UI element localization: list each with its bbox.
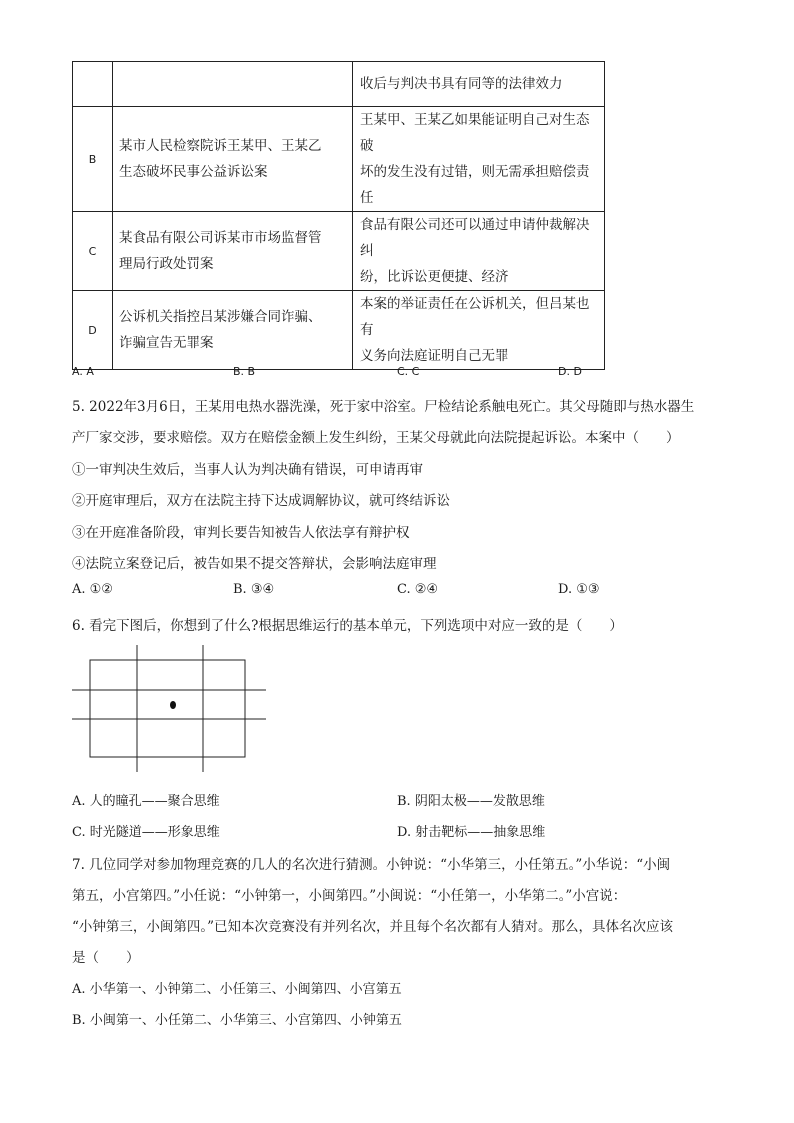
case-cell <box>113 62 353 107</box>
table-row <box>73 107 605 212</box>
q4-option-b[interactable]: B. B <box>233 365 256 378</box>
q5-statement-2: ②开庭审理后，双方在法院主持下达成调解协议，就可终结诉讼 <box>72 493 450 509</box>
q5-stem-line-1: 5. 2022年3月6日，王某用电热水器洗澡，死于家中浴室。尸检结论系触电死亡。其父母随即与热水器生 <box>72 399 695 415</box>
q6-option-c[interactable]: C. 时光隧道——形象思维 <box>72 825 220 840</box>
q6-stem: 6. 看完下图后，你想到了什么?根据思维运行的基本单元，下列选项中对应一致的是（ ） <box>72 618 623 634</box>
q5-option-a[interactable]: A. ①② <box>72 582 113 597</box>
q5-statement-4: ④法院立案登记后，被告如果不提交答辩状，会影响法庭审理 <box>72 556 437 572</box>
option-letter-cell: D <box>73 291 113 370</box>
option-letter-cell <box>73 62 113 107</box>
q5-stem-line-2: 产厂家交涉，要求赔偿。双方在赔偿金额上发生纠纷，王某父母就此向法院提起诉讼。本案中（ ） <box>72 430 680 446</box>
analysis-cell: 收后与判决书具有同等的法律效力 <box>353 62 605 107</box>
case-cell: 公诉机关指控吕某涉嫌合同诈骗、 诈骗宣告无罪案 <box>113 291 353 370</box>
table-row <box>73 212 605 291</box>
q7-stem-line-1: 7. 几位同学对参加物理竞赛的几人的名次进行猜测。小钟说：“小华第三，小任第五。”小华说：“小闽 <box>72 857 671 873</box>
grid-outer-rect <box>90 660 245 757</box>
target-grid-figure <box>72 645 272 775</box>
q6-option-b[interactable]: B. 阴阳太极——发散思维 <box>397 794 545 809</box>
option-letter-cell: B <box>73 107 113 212</box>
q7-option-b[interactable]: B. 小闽第一、小任第二、小华第三、小宫第四、小钟第五 <box>72 1013 402 1028</box>
q7-stem-line-4: 是（ ） <box>72 950 140 966</box>
q5-option-c[interactable]: C. ②④ <box>397 582 439 597</box>
q6-option-a[interactable]: A. 人的瞳孔——聚合思维 <box>72 794 220 809</box>
q5-statement-3: ③在开庭准备阶段，审判长要告知被告人依法享有辩护权 <box>72 525 410 541</box>
question-table <box>72 61 605 370</box>
q4-option-c[interactable]: C. C <box>397 365 420 378</box>
grid-center-dot <box>170 701 176 709</box>
q7-stem-line-3: “小钟第三，小闽第四。”已知本次竞赛没有并列名次，并且每个名次都有人猜对。那么，具体名次应该 <box>72 919 674 935</box>
q6-option-d[interactable]: D. 射击靶标——抽象思维 <box>397 825 546 840</box>
q7-option-a[interactable]: A. 小华第一、小钟第二、小任第三、小闽第四、小宫第五 <box>72 982 402 997</box>
analysis-cell: 食品有限公司还可以通过申请仲裁解决纠 纷，比诉讼更便捷、经济 <box>353 212 605 291</box>
analysis-cell: 本案的举证责任在公诉机关，但吕某也有 义务向法庭证明自己无罪 <box>353 291 605 370</box>
q5-statement-1: ①一审判决生效后，当事人认为判决确有错误，可申请再审 <box>72 462 423 478</box>
case-cell: 某食品有限公司诉某市市场监督管 理局行政处罚案 <box>113 212 353 291</box>
analysis-cell: 王某甲、王某乙如果能证明自己对生态破 坏的发生没有过错，则无需承担赔偿责任 <box>353 107 605 212</box>
q4-option-d[interactable]: D. D <box>558 365 582 378</box>
q7-stem-line-2: 第五，小宫第四。”小任说：“小钟第一，小闽第四。”小闽说：“小任第一，小华第二。”小宫说： <box>72 888 627 904</box>
q5-option-d[interactable]: D. ①③ <box>558 582 600 597</box>
case-cell: 某市人民检察院诉王某甲、王某乙 生态破坏民事公益诉讼案 <box>113 107 353 212</box>
q5-option-b[interactable]: B. ③④ <box>233 582 275 597</box>
table-row <box>73 291 605 370</box>
q4-option-a[interactable]: A. A <box>72 365 94 378</box>
option-letter-cell: C <box>73 212 113 291</box>
table-row <box>73 62 605 107</box>
